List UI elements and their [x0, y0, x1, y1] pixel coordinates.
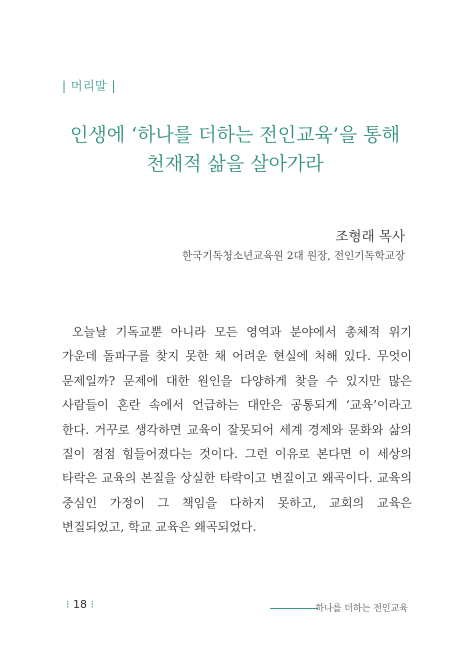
body-paragraph: 오늘날 기독교뿐 아니라 모든 영역과 분야에서 총체적 위기 가운데 돌파구를 찾지 못한 채 어려운 현실에 처해 있다. 무엇이 문제일까? 문제에 대한 원인을 다양하게 찾을 수 있지만 많은 사람들이 혼란 속에서 언급하는 대안은 공통되게 ‘교육’이라고 한다. 거꾸로 생각하면 교육이 잘못되어 세계 경제와 문화와 삶의 질이 점점 힘들어졌다는 것이다. 그런 이유로 본다면 이 세상의 타락은 교육의 본질을 상실한 타락이고 변질이고 왜곡이다. 교육의 중심인 가정이 그 책임을 다하지 못하고, 교회의 교육은 변질되었고, 학교 교육은 왜곡되었다.	[62, 325, 412, 535]
page-number-left-dots: ⁝	[66, 598, 70, 611]
footer-rule	[270, 608, 318, 609]
body-text	[62, 320, 412, 540]
page-number	[66, 598, 94, 611]
page-number-right-dots: ⁝	[90, 598, 94, 611]
page-number-value: 18	[73, 598, 87, 611]
author-name: 조형래 목사	[335, 229, 405, 245]
running-title: 하나를 더하는 전인교육	[315, 604, 408, 614]
title-line-1: 인생에 ‘하나를 더하는 전인교육’을 통해	[70, 124, 400, 146]
title-line-2: 천재적 삶을 살아가라	[146, 153, 324, 175]
section-label: | 머리말 |	[62, 79, 116, 93]
author-role: 한국기독청소년교육원 2대 원장, 전인기독학교장	[182, 250, 405, 262]
